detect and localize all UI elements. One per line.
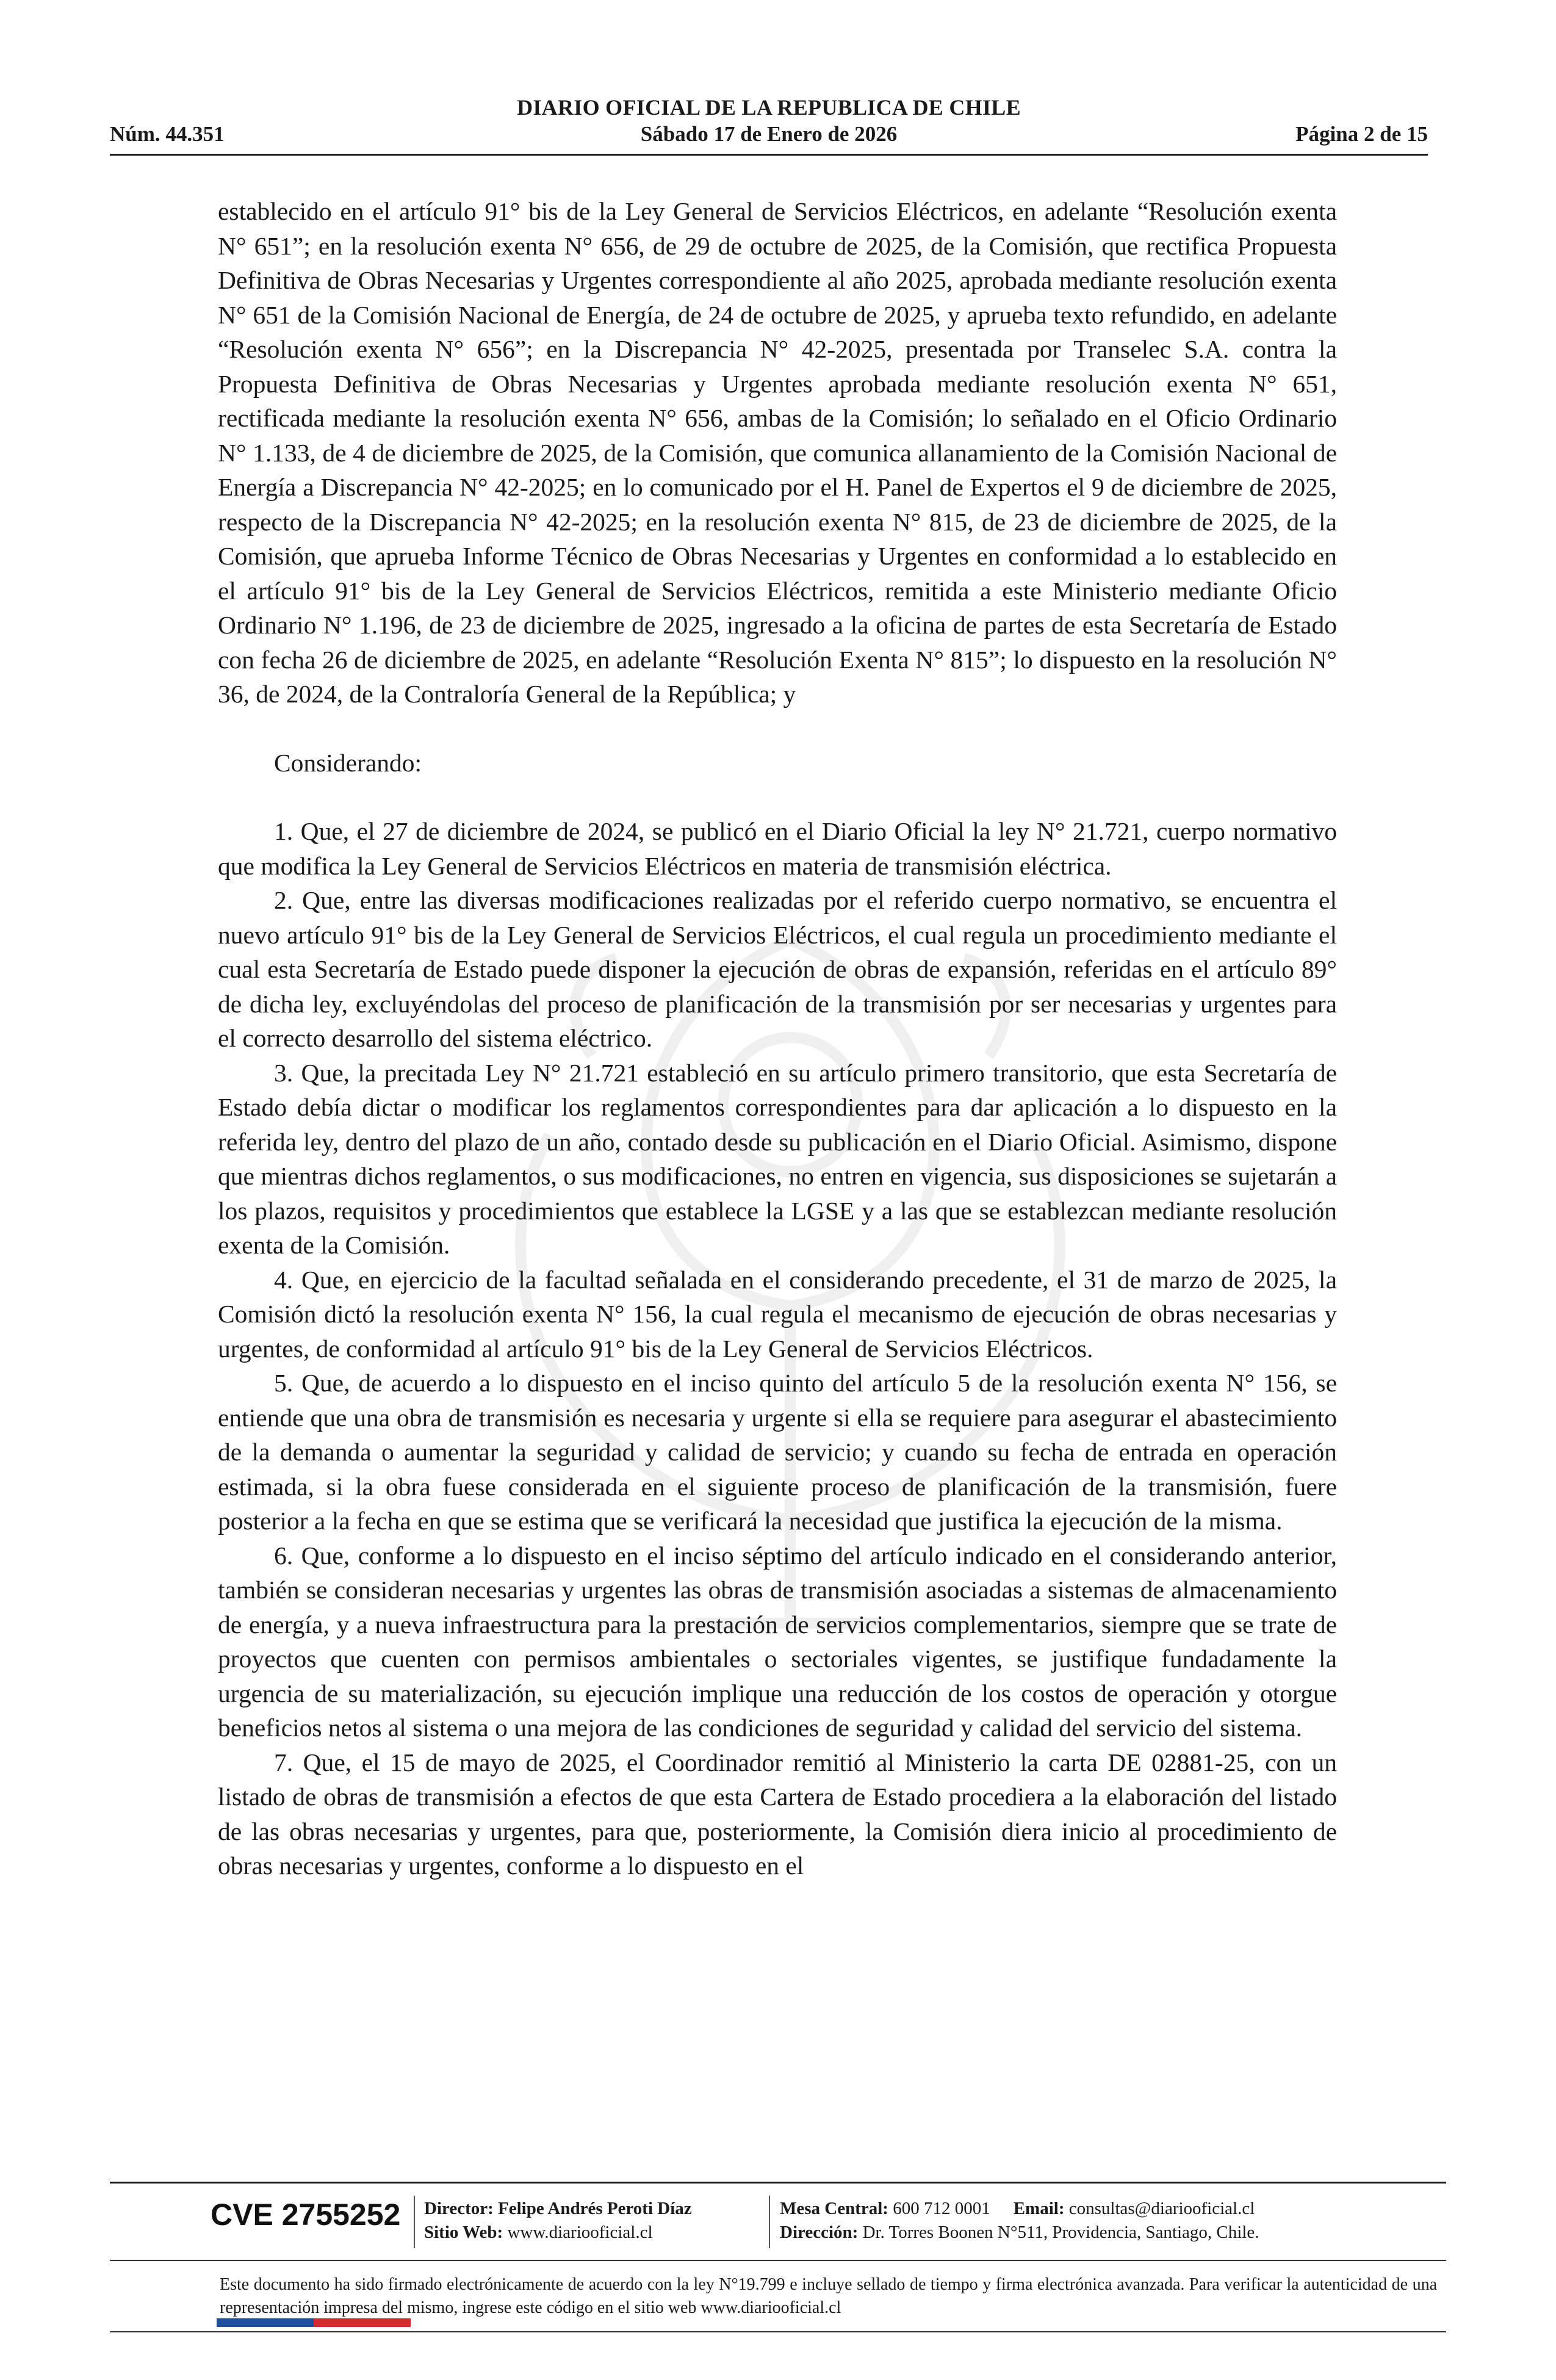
director-name: Felipe Andrés Peroti Díaz (498, 2199, 692, 2218)
address-label: Dirección: (780, 2223, 859, 2242)
website-link[interactable]: www.diariooficial.cl (507, 2223, 653, 2242)
considerando-item-3: 3. Que, la precitada Ley N° 21.721 estableció en su artículo primero transitorio, que esta Secretaría de Estado debía dictar o modificar los reglamentos correspondientes para dar aplicación a lo dispuesto en la referida ley, dentro del plazo de un año, contado desde su publicación en el Diario Oficial. Asimismo, dispone que mientras dichos reglamentos, o sus modificaciones, no entren en vigencia, sus disposiciones se sujetarán a los plazos, requisitos y procedimientos que establece la LGSE y a las que se establezcan mediante resolución exenta de la Comisión. (218, 1058, 1337, 1259)
considerando-item-5: 5. Que, de acuerdo a lo dispuesto en el inciso quinto del artículo 5 de la resolución exenta N° 156, se entiende que una obra de transmisión es necesaria y urgente si ella se requiere para asegurar el abastecimiento de la demanda o aumentar la seguridad y calidad de servicio; y cuando su fecha de entrada en operación estimada, si la obra fuese considerada en el siguiente proceso de planificación de la transmisión, fuere posterior a la fecha en que se estima que se verificará la necesidad que justifica la ejecución de la misma. (218, 1369, 1337, 1535)
footer-bottom-divider (110, 2331, 1446, 2332)
intro-paragraph: establecido en el artículo 91° bis de la Ley General de Servicios Eléctricos, en adelante “Resolución exenta N° 651”; en la resolución exenta N° 656, de 29 de octubre de 2025, de la Comisión, que rectifica Propuesta Definitiva de Obras Necesarias y Urgentes correspondiente al año 2025, aprobada mediante resolución exenta N° 651 de la Comisión Nacional de Energía, de 24 de octubre de 2025, y aprueba texto refundido, en adelante “Resolución exenta N° 656”; en la Discrepancia N° 42-2025, presentada por Transelec S.A. contra la Propuesta Definitiva de Obras Necesarias y Urgentes aprobada mediante resolución exenta N° 651, rectificada mediante la resolución exenta N° 656, ambas de la Comisión; lo señalado en el Oficio Ordinario N° 1.133, de 4 de diciembre de 2025, de la Comisión, que comunica allanamiento de la Comisión Nacional de Energía a Discrepancia N° 42-2025; en lo comunicado por el H. Panel de Expertos el 9 de diciembre de 2025, respecto de la Discrepancia N° 42-2025; en la resolución exenta N° 815, de 23 de diciembre de 2025, de la Comisión, que aprueba Informe Técnico de Obras Necesarias y Urgentes en conformidad a lo establecido en el artículo 91° bis de la Ley General de Servicios Eléctricos, remitida a este Ministerio mediante Oficio Ordinario N° 1.196, de 23 de diciembre de 2025, ingresado a la oficina de partes de esta Secretaría de Estado con fecha 26 de diciembre de 2025, en adelante “Resolución Exenta N° 815”; lo dispuesto en la resolución N° 36, de 2024, de la Contraloría General de la República; y (218, 197, 1337, 708)
page-footer (110, 2183, 1446, 2367)
chile-flag-stripe (217, 2318, 411, 2327)
footer-director-block (424, 2197, 692, 2245)
footer-contact-block (780, 2197, 1259, 2245)
flag-blue-segment (217, 2318, 314, 2327)
issue-date: Sábado 17 de Enero de 2026 (640, 122, 898, 146)
legal-notice: Este documento ha sido firmado electrónicamente de acuerdo con la ley N°19.799 e incluye sellado de tiempo y firma electrónica avanzada. Para verificar la autenticidad de una representación impresa del mismo, ingrese este código en el sitio web www.diariooficial.cl (220, 2275, 1437, 2317)
website-label: Sitio Web: (424, 2223, 503, 2242)
mesa-label: Mesa Central: (780, 2199, 888, 2218)
considerando-item-4: 4. Que, en ejercicio de la facultad señalada en el considerando precedente, el 31 de marzo de 2025, la Comisión dictó la resolución exenta N° 156, la cual regula el mecanismo de ejecución de obras necesarias y urgentes, de conformidad al artículo 91° bis de la Ley General de Servicios Eléctricos. (218, 1265, 1337, 1363)
mesa-phone: 600 712 0001 (893, 2199, 990, 2218)
address-value: Dr. Torres Boonen N°511, Providencia, Santiago, Chile. (862, 2223, 1259, 2242)
issue-number: Núm. 44.351 (110, 122, 225, 146)
document-body (218, 194, 1337, 1883)
header-divider (110, 154, 1428, 156)
page-header (110, 92, 1428, 159)
considerando-item-6: 6. Que, conforme a lo dispuesto en el inciso séptimo del artículo indicado en el considerando anterior, también se consideran necesarias y urgentes las obras de transmisión asociadas a sistemas de almacenamiento de energía, y a nueva infraestructura para la prestación de servicios complementarios, siempre que se trate de proyectos que cuenten con permisos ambientales o sectoriales vigentes, se justifique fundadamente la urgencia de su materialización, su ejecución implique una reducción de los costos de operación y otorgue beneficios netos al sistema o una mejora de las condiciones de seguridad y calidad del servicio del sistema. (218, 1541, 1337, 1742)
footer-separator (414, 2196, 415, 2248)
footer-separator (769, 2196, 770, 2248)
considerando-item-7: 7. Que, el 15 de mayo de 2025, el Coordinador remitió al Ministerio la carta DE 02881-25, con un listado de obras de transmisión a efectos de que esta Cartera de Estado procediera a la elaboración del listado de las obras necesarias y urgentes, para que, posteriormente, la Comisión diera inicio al procedimiento de obras necesarias y urgentes, conforme a lo dispuesto en el (218, 1748, 1337, 1880)
page-number: Página 2 de 15 (1295, 122, 1428, 146)
considerando-item-1: 1. Que, el 27 de diciembre de 2024, se publicó en el Diario Oficial la ley N° 21.721, cuerpo normativo que modifica la Ley General de Servicios Eléctricos en materia de transmisión eléctrica. (218, 817, 1337, 880)
email-label: Email: (1013, 2199, 1065, 2218)
cve-code: CVE 2755252 (211, 2198, 401, 2232)
footer-divider (110, 2260, 1446, 2261)
director-label: Director: (424, 2199, 494, 2218)
email-link[interactable]: consultas@diariooficial.cl (1068, 2199, 1255, 2218)
publication-title: DIARIO OFICIAL DE LA REPUBLICA DE CHILE (517, 95, 1021, 120)
flag-red-segment (314, 2318, 411, 2327)
considerando-item-2: 2. Que, entre las diversas modificaciones realizadas por el referido cuerpo normativo, se encuentra el nuevo artículo 91° bis de la Ley General de Servicios Eléctricos, el cual regula un procedimiento mediante el cual esta Secretaría de Estado puede disponer la ejecución de obras de expansión, referidas en el artículo 89° de dicha ley, excluyéndolas del proceso de planificación de la transmisión por ser necesarias y urgentes para el correcto desarrollo del sistema eléctrico. (218, 886, 1337, 1052)
considerando-heading: Considerando: (274, 748, 422, 777)
